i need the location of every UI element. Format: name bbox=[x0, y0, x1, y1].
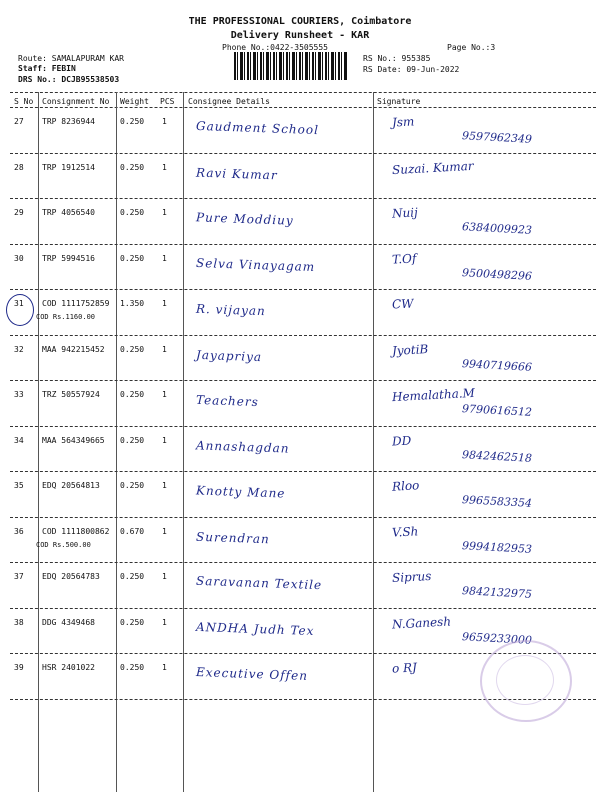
row-consignment-no: EDQ 20564813 bbox=[42, 481, 100, 490]
row-signature-phone: 9790616512 bbox=[461, 402, 533, 419]
row-sno: 29 bbox=[14, 208, 24, 217]
row-pcs: 1 bbox=[162, 208, 167, 217]
row-consignee-handwritten: Knotty Mane bbox=[195, 483, 286, 501]
row-cod-amount: COD Rs.1160.00 bbox=[36, 313, 96, 321]
row-signature-handwritten: T.Of bbox=[391, 250, 417, 267]
col-header-signature: Signature bbox=[377, 97, 421, 106]
row-sno: 34 bbox=[14, 435, 24, 445]
row-pcs: 1 bbox=[162, 162, 167, 172]
row-divider bbox=[10, 380, 596, 381]
row-divider bbox=[10, 198, 596, 199]
row-cod-amount: COD Rs.500.00 bbox=[36, 540, 91, 549]
row-consignee-handwritten: Saravanan Textile bbox=[195, 573, 323, 593]
row-weight: 0.250 bbox=[120, 663, 145, 672]
row-pcs: 1 bbox=[162, 617, 167, 627]
row-consignee-handwritten: R. vijayan bbox=[195, 301, 267, 319]
col-header-consignee: Consignee Details bbox=[188, 97, 270, 106]
row-consignee-handwritten: Selva Vinayagam bbox=[195, 255, 316, 274]
row-signature-handwritten: Nuij bbox=[391, 205, 419, 221]
row-consignment-no: DDG 4349468 bbox=[42, 617, 95, 627]
row-signature-phone: 9994182953 bbox=[461, 538, 533, 556]
row-pcs: 1 bbox=[162, 481, 167, 490]
row-consignee-handwritten: Annashagdan bbox=[195, 437, 290, 456]
col-header-sno: S No bbox=[14, 97, 34, 106]
column-divider bbox=[373, 92, 374, 792]
col-header-weight: Weight bbox=[120, 97, 149, 106]
row-pcs: 1 bbox=[162, 572, 167, 581]
row-signature-handwritten: Hemalatha.M bbox=[391, 385, 476, 405]
row-consignee-handwritten: Pure Moddiuy bbox=[195, 210, 294, 228]
row-weight: 0.250 bbox=[120, 435, 145, 445]
row-divider bbox=[10, 153, 596, 154]
row-consignment-no: TRP 4056540 bbox=[42, 208, 95, 217]
column-divider bbox=[183, 92, 184, 792]
row-consignment-no: MAA 564349665 bbox=[42, 435, 105, 445]
row-weight: 0.250 bbox=[120, 617, 145, 627]
row-signature-handwritten: Suzai. Kumar bbox=[391, 158, 474, 177]
row-signature-handwritten: CW bbox=[391, 296, 414, 312]
row-divider bbox=[10, 289, 596, 290]
row-weight: 0.250 bbox=[120, 344, 145, 354]
row-signature-handwritten: o RJ bbox=[391, 660, 418, 676]
row-sno: 32 bbox=[14, 344, 24, 354]
drs-number: DRS No.: DCJB95538503 bbox=[18, 75, 120, 84]
row-consignee-handwritten: ANDHA Judh Tex bbox=[195, 619, 315, 638]
row-sno: 33 bbox=[14, 390, 24, 399]
row-pcs: 1 bbox=[162, 390, 167, 399]
row-weight: 0.250 bbox=[120, 572, 145, 581]
row-signature-phone: 9842132975 bbox=[461, 584, 533, 601]
row-weight: 0.250 bbox=[120, 117, 145, 126]
table-top-rule bbox=[10, 92, 596, 93]
row-divider bbox=[10, 426, 596, 427]
row-consignment-no: COD 1111752859 bbox=[42, 299, 110, 308]
row-sno: 36 bbox=[14, 526, 24, 536]
col-header-pcs: PCS bbox=[160, 97, 175, 106]
route-label: Route: SAMALAPURAM KAR bbox=[18, 54, 124, 63]
row-sno: 37 bbox=[14, 572, 24, 581]
row-signature-handwritten: Jsm bbox=[391, 114, 415, 130]
company-name: THE PROFESSIONAL COURIERS, Coimbatore bbox=[188, 16, 412, 27]
row-signature-phone: 9842462518 bbox=[461, 447, 533, 465]
row-pcs: 1 bbox=[162, 526, 167, 536]
row-weight: 1.350 bbox=[120, 299, 145, 308]
row-divider bbox=[10, 471, 596, 472]
row-signature-phone: 6384009923 bbox=[461, 220, 533, 237]
row-weight: 0.250 bbox=[120, 253, 145, 263]
row-signature-handwritten: JyotiB bbox=[391, 341, 429, 358]
row-signature-handwritten: N.Ganesh bbox=[391, 613, 452, 632]
row-pcs: 1 bbox=[162, 344, 167, 354]
row-consignee-handwritten: Surendran bbox=[195, 529, 271, 546]
row-consignment-no: TRP 8236944 bbox=[42, 117, 95, 126]
row-divider bbox=[10, 244, 596, 245]
row-consignee-handwritten: Ravi Kumar bbox=[195, 165, 278, 182]
row-signature-phone: 9940719666 bbox=[461, 356, 533, 374]
row-divider bbox=[10, 608, 596, 609]
row-weight: 0.670 bbox=[120, 526, 145, 536]
row-signature-handwritten: Siprus bbox=[391, 568, 432, 586]
col-header-consignment: Consignment No bbox=[42, 97, 110, 106]
row-consignee-handwritten: Jayapriya bbox=[195, 347, 263, 364]
row-sno: 38 bbox=[14, 617, 24, 627]
row-consignee-handwritten: Teachers bbox=[195, 392, 260, 410]
row-consignment-no: HSR 2401022 bbox=[42, 663, 95, 672]
row-consignee-handwritten: Executive Offen bbox=[195, 665, 309, 683]
row-divider bbox=[10, 562, 596, 563]
row-weight: 0.250 bbox=[120, 481, 145, 490]
table-header-rule bbox=[10, 107, 596, 108]
row-sno: 31 bbox=[14, 299, 24, 308]
row-sno: 28 bbox=[14, 162, 24, 172]
row-pcs: 1 bbox=[162, 663, 167, 672]
barcode-image bbox=[234, 52, 348, 80]
row-divider bbox=[10, 335, 596, 336]
row-pcs: 1 bbox=[162, 253, 167, 263]
row-divider bbox=[10, 517, 596, 518]
staff-label: Staff: FEBIN bbox=[18, 64, 76, 73]
row-sno: 30 bbox=[14, 253, 24, 263]
row-signature-phone: 9965583354 bbox=[461, 493, 533, 510]
column-divider bbox=[38, 92, 39, 792]
row-consignment-no: TRP 1912514 bbox=[42, 162, 95, 172]
row-pcs: 1 bbox=[162, 299, 167, 308]
row-sno: 39 bbox=[14, 663, 24, 672]
row-signature-phone: 9597962349 bbox=[461, 129, 533, 146]
rs-number: RS No.: 955385 bbox=[363, 54, 431, 63]
row-consignment-no: TRP 5994516 bbox=[42, 253, 95, 263]
pen-circle-mark bbox=[6, 294, 34, 326]
row-signature-phone: 9500498296 bbox=[461, 265, 533, 283]
row-weight: 0.250 bbox=[120, 208, 145, 217]
row-consignment-no: TRZ 50557924 bbox=[42, 390, 100, 399]
row-sno: 27 bbox=[14, 117, 24, 126]
row-pcs: 1 bbox=[162, 435, 167, 445]
phone-number: Phone No.:0422-3505555 bbox=[222, 43, 328, 52]
delivery-stamp-inner bbox=[496, 655, 554, 705]
row-signature-phone: 9659233000 bbox=[461, 629, 533, 647]
page-number: Page No.:3 bbox=[447, 43, 496, 52]
column-divider bbox=[116, 92, 117, 792]
row-consignment-no: EDQ 20564783 bbox=[42, 572, 100, 581]
row-sno: 35 bbox=[14, 481, 24, 490]
row-signature-handwritten: Rloo bbox=[391, 478, 420, 494]
row-consignee-handwritten: Gaudment School bbox=[195, 118, 320, 138]
row-pcs: 1 bbox=[162, 117, 167, 126]
document-title: Delivery Runsheet - KAR bbox=[230, 30, 370, 41]
row-consignment-no: COD 1111800862 bbox=[42, 526, 110, 536]
row-weight: 0.250 bbox=[120, 162, 145, 172]
row-consignment-no: MAA 942215452 bbox=[42, 344, 105, 354]
row-weight: 0.250 bbox=[120, 390, 145, 399]
row-signature-handwritten: DD bbox=[391, 433, 412, 448]
row-signature-handwritten: V.Sh bbox=[391, 523, 419, 540]
rs-date: RS Date: 09-Jun-2022 bbox=[363, 65, 460, 74]
